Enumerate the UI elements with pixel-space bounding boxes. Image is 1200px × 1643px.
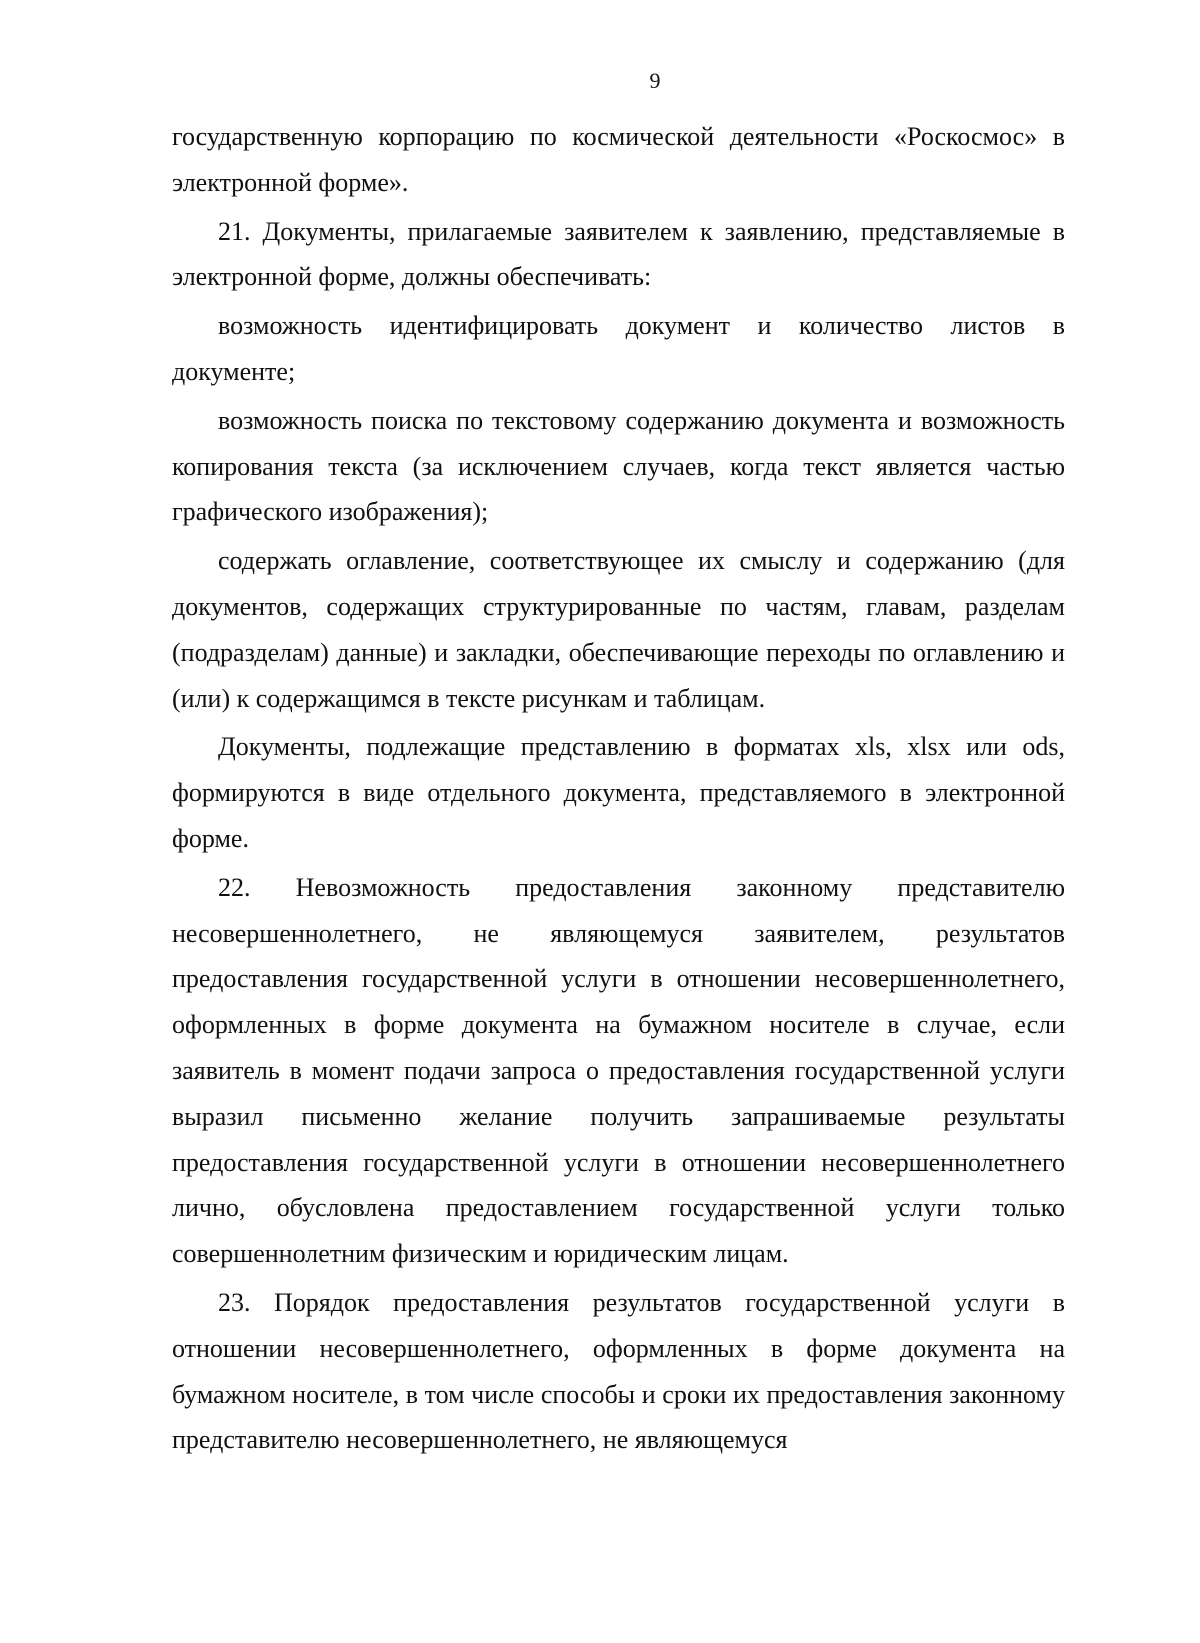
paragraph-continuation: государственную корпорацию по космической деятельности «Роскосмос» в электронной форме». — [172, 122, 1065, 197]
paragraph-21: 21. Документы, прилагаемые заявителем к заявлению, представляемые в электронной форме, должны обеспечивать: — [172, 216, 1065, 292]
paragraph-21-formats: Документы, подлежащие представлению в форматах xls, xlsx или ods, формируются в виде отдельного документа, представляемого в электронной форме. — [172, 732, 1065, 853]
paragraph-22: 22. Невозможность предоставления законному представителю несовершеннолетнего, не являющемуся заявителем, результатов предоставления государственной услуги в отношении несовершеннолетнего, оформленных в форме документа на бумажном носителе в случае, если заявитель в момент подачи запроса о предоставления государственной услуги выразил письменно желание получить запрашиваемые результаты предоставления государственной услуги в отношении несовершеннолетнего лично, обусловлена предоставлением государственной услуги только совершеннолетним физическим и юридическим лицам. — [172, 872, 1065, 1269]
paragraph-23: 23. Порядок предоставления результатов государственной услуги в отношении несовершеннолетнего, оформленных в форме документа на бумажном носителе, в том числе способы и сроки их предоставления законному представителю несовершеннолетнего, не являющемуся — [172, 1287, 1065, 1455]
paragraph-21-item-identify: возможность идентифицировать документ и количество листов в документе; — [172, 311, 1065, 386]
paragraph-21-item-search: возможность поиска по текстовому содержанию документа и возможность копирования текста (за исключением случаев, когда текст является частью графического изображения); — [172, 405, 1065, 527]
page-number: 9 — [649, 68, 661, 93]
paragraph-21-item-toc: содержать оглавление, соответствующее их смыслу и содержанию (для документов, содержащих структурированные по частям, главам, разделам (подразделам) данные) и закладки, обеспечивающие переходы по оглавлению и (или) к содержащимся в тексте рисункам и таблицам. — [172, 546, 1065, 713]
document-body — [172, 114, 1065, 1466]
